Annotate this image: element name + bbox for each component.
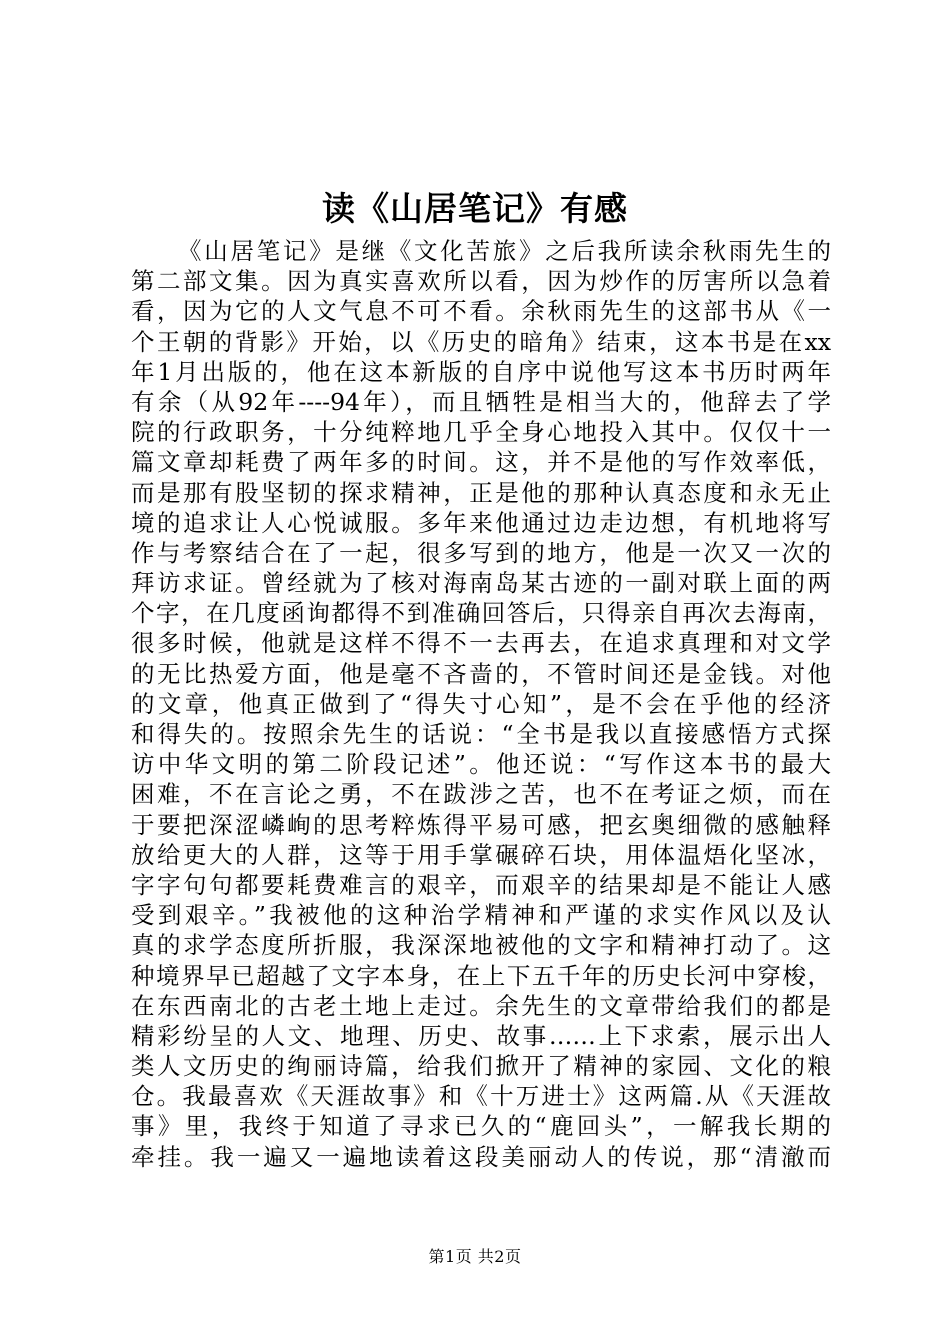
body-text-line: 于要把深涩嶙峋的思考粹炼得平易可感，把玄奥细微的感触释 xyxy=(131,810,831,839)
body-text-line: 和得失的。按照余先生的话说：“全书是我以直接感悟方式探 xyxy=(131,720,831,748)
body-text-line: 作与考察结合在了一起，很多写到的地方，他是一次又一次的 xyxy=(131,538,831,567)
body-text-line: 在东西南北的古老土地上走过。余先生的文章带给我们的都是 xyxy=(131,991,831,1020)
body-text-line: 年1月出版的，他在这本新版的自序中说他写这本书历时两年 xyxy=(131,357,831,386)
body-text-line: 真的求学态度所折服，我深深地被他的文字和精神打动了。这 xyxy=(131,931,831,960)
body-text-line: 类人文历史的绚丽诗篇，给我们掀开了精神的家园、文化的粮 xyxy=(131,1052,831,1081)
body-text-line: 院的行政职务，十分纯粹地几乎全身心地投入其中。仅仅十一 xyxy=(131,418,831,447)
body-text-line: 字字句句都要耗费难言的艰辛，而艰辛的结果却是不能让人感 xyxy=(131,870,831,899)
body-text-line: 《山居笔记》是继《文化苦旅》之后我所读余秋雨先生的 xyxy=(178,237,831,265)
body-text-line: 种境界早已超越了文字本身，在上下五千年的历史长河中穿梭， xyxy=(131,961,831,990)
body-text-line: 事》里，我终于知道了寻求已久的“鹿回头”，一解我长期的 xyxy=(131,1112,831,1141)
body-text-line: 的文章，他真正做到了“得失寸心知”，是不会在乎他的经济 xyxy=(131,689,831,718)
body-text-line: 而是那有股坚韧的探求精神，正是他的那种认真态度和永无止 xyxy=(131,478,831,507)
page-number-footer: 第1页 共2页 xyxy=(428,1247,522,1266)
document-body xyxy=(131,236,831,1172)
body-text-line: 很多时候，他就是这样不得不一去再去，在追求真理和对文学 xyxy=(131,629,831,658)
body-text-line: 精彩纷呈的人文、地理、历史、故事……上下求索，展示出人 xyxy=(131,1021,831,1050)
body-text-line: 第二部文集。因为真实喜欢所以看，因为炒作的厉害所以急着 xyxy=(131,267,831,296)
body-text-line: 放给更大的人群，这等于用手掌碾碎石块，用体温焐化坚冰， xyxy=(131,840,831,869)
document-title: 读《山居笔记》有感 xyxy=(322,189,628,228)
body-text-line: 的无比热爱方面，他是毫不吝啬的，不管时间还是金钱。对他 xyxy=(131,659,831,688)
body-text-line: 有余（从92年----94年），而且牺牲是相当大的，他辞去了学 xyxy=(131,387,831,416)
body-text-line: 看，因为它的人文气息不可不看。余秋雨先生的这部书从《一 xyxy=(131,297,831,326)
body-text-line: 牵挂。我一遍又一遍地读着这段美丽动人的传说，那“清澈而 xyxy=(131,1142,831,1171)
body-text-line: 个王朝的背影》开始，以《历史的暗角》结束，这本书是在xx xyxy=(131,327,831,356)
body-text-line: 仓。我最喜欢《天涯故事》和《十万进士》这两篇.从《天涯故 xyxy=(131,1082,831,1111)
body-text-line: 个字，在几度函询都得不到准确回答后，只得亲自再次去海南， xyxy=(131,599,831,628)
body-text-line: 境的追求让人心悦诚服。多年来他通过边走边想，有机地将写 xyxy=(131,508,831,537)
body-text-line: 访中华文明的第二阶段记述”。他还说：“写作这本书的最大 xyxy=(131,750,831,779)
body-text-line: 困难，不在言论之勇，不在跋涉之苦，也不在考证之烦，而在 xyxy=(131,780,831,809)
body-text-line: 受到艰辛。”我被他的这种治学精神和严谨的求实作风以及认 xyxy=(131,901,831,930)
body-text-line: 拜访求证。曾经就为了核对海南岛某古迹的一副对联上面的两 xyxy=(131,569,831,598)
body-text-line: 篇文章却耗费了两年多的时间。这，并不是他的写作效率低， xyxy=(131,448,831,477)
